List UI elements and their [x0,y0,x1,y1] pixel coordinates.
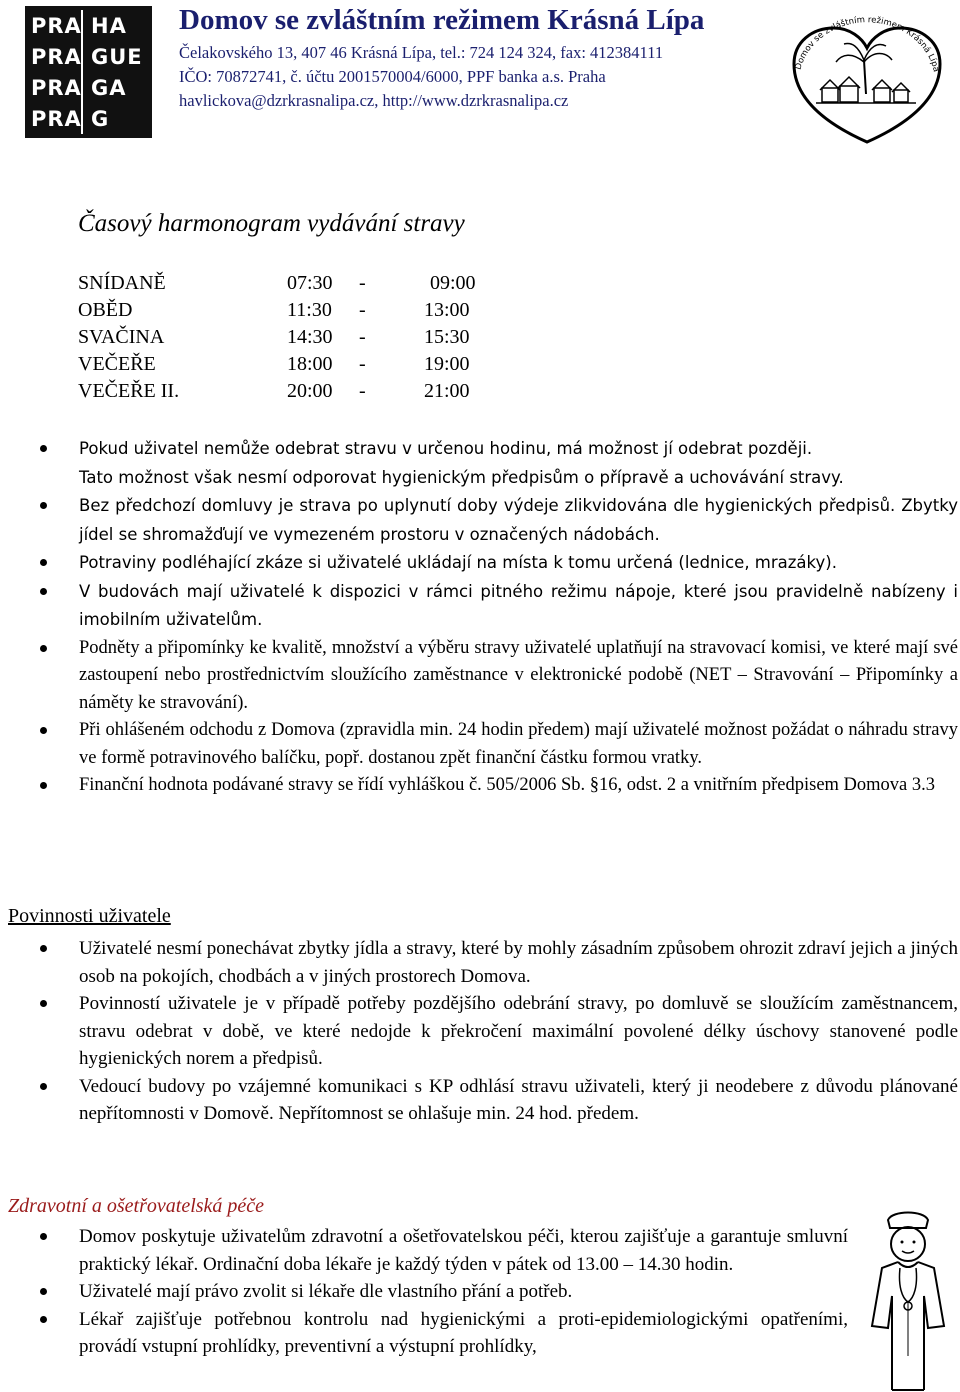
logo-row: PRA GUE [31,45,143,69]
list-item: Vedoucí budovy po vzájemné komunikaci s KP odhlásí stravu uživateli, který ji neodebere z důvodu plánované nepřítomnosti v Domově. Nepřítomnost se ohlašuje min. 24 hod. předem. [0,1073,958,1128]
list-item: Bez předchozí domluvy je strava po uplynutí doby výdeje zlikvidována dle hygienických předpisů. Zbytky jídel se shromažďují ve vymezeném prostoru v označených nádobách. [0,492,958,549]
list-item: Pokud uživatel nemůže odebrat stravu v určenou hodinu, má možnost jí odebrat později. Tato možnost však nesmí odporovat hygienickým předpisům o přípravě a uchovávání stravy. [0,435,958,492]
duties-list [0,935,958,1128]
list-item: Lékař zajišťuje potřebnou kontrolu nad hygienickými a proti-epidemiologickými opatřeními, provádí vstupní prohlídky, preventivní a výstupní prohlídky, [0,1306,848,1361]
nurse-icon [858,1206,958,1392]
logo-row: PRA HA [31,14,127,38]
list-item: Uživatelé nesmí ponechávat zbytky jídla a stravy, které by mohly zásadním způsobem ohrozit zdraví jejich a jiných osob na pokojích, chodbách a v jiných prostorech Domova. [0,935,958,990]
list-item: V budovách mají uživatelé k dispozici v rámci pitného režimu nápoje, které jsou pravidelně nabízeny i imobilním uživatelům. [0,578,958,635]
logo-row: PRA G [31,107,110,131]
organization-ids: IČO: 70872741, č. účtu 2001570004/6000, PPF banka a.s. Praha [179,67,606,86]
list-item: Domov poskytuje uživatelům zdravotní a ošetřovatelskou péči, kterou zajišťuje a garantuje smluvní praktický lékař. Ordinační doba lékaře je každý týden v pátek od 13.00 – 14.30 hodin. [0,1223,848,1278]
list-item: Potraviny podléhající zkáze si uživatelé ukládají na místa k tomu určená (lednice, mrazáky). [0,549,958,578]
list-item: Uživatelé mají právo zvolit si lékaře dle vlastního přání a potřeb. [0,1278,848,1306]
organization-name: Domov se zvláštním režimem Krásná Lípa [179,4,705,36]
health-heading: Zdravotní a ošetřovatelská péče [8,1195,265,1217]
schedule-title: Časový harmonogram vydávání stravy [78,210,465,237]
rules-list [0,435,958,800]
list-item: Povinností uživatele je v případě potřeby pozdějšího odebrání stravy, po domluvě se sloužícím zaměstnancem, stravu odebrat v době, ve které nedojde k překročení maximální povolené délky úschovy stanovené podle hygienických norem a předpisů. [0,990,958,1073]
organization-contact: havlickova@dzrkrasnalipa.cz, http://www.dzrkrasnalipa.cz [179,91,569,110]
health-list [0,1223,848,1361]
duties-heading: Povinnosti uživatele [8,905,171,927]
emblem-text: Domov se zvláštním režimem Krásná Lípa [793,15,941,73]
list-item: Při ohlášeném odchodu z Domova (zpravidla min. 24 hodin předem) mají uživatelé možnost požádat o náhradu stravy ve formě potravinového balíčku, popř. dostanou zpět finanční částku formou vratky. [0,717,958,772]
list-item: Podněty a připomínky ke kvalitě, množství a výběru stravy uživatelé uplatňují na stravovací komisi, ve které mají své zastoupení nebo prostřednictvím sloužícího zaměstnance v elektronické podobě (NET – Stravování – Připomínky a náměty ke stravování). [0,635,958,718]
organization-emblem [782,2,952,152]
logo-row: PRA GA [31,76,127,100]
list-item: Finanční hodnota podávané stravy se řídí vyhláškou č. 505/2006 Sb. §16, odst. 2 a vnitřním předpisem Domova 3.3 [0,772,958,800]
organization-address: Čelakovského 13, 407 46 Krásná Lípa, tel.: 724 124 324, fax: 412384111 [179,43,664,62]
prague-logo [25,6,152,138]
